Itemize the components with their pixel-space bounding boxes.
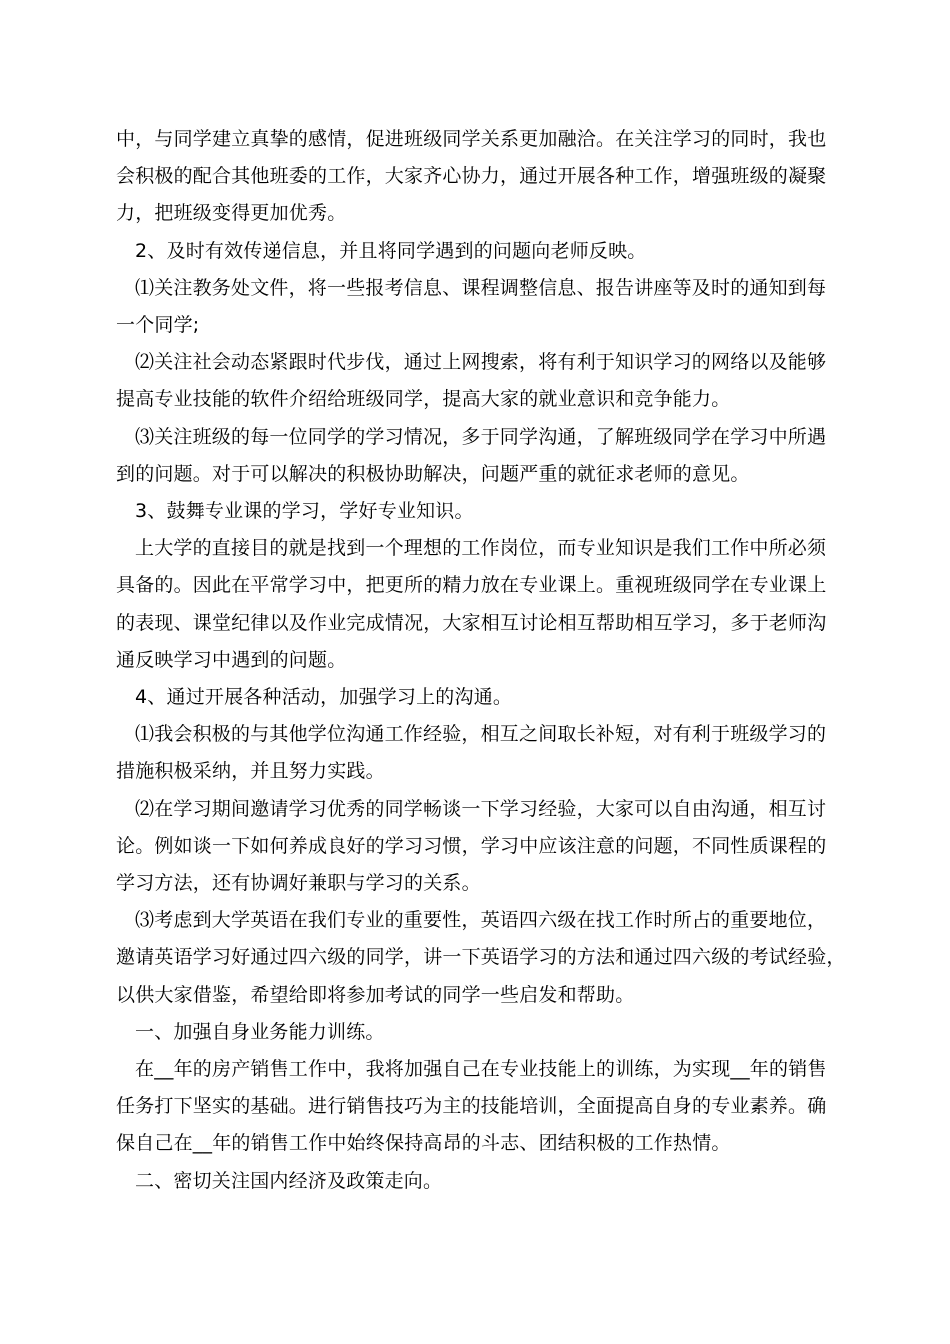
list-item-4-3 bbox=[116, 902, 846, 1014]
text-line: 二、密切关注国内经济及政策走向。 bbox=[135, 1169, 443, 1192]
text-line: 一个同学; bbox=[116, 314, 200, 337]
text-line: 以供大家借鉴，希望给即将参加考试的同学一些启发和帮助。 bbox=[116, 983, 635, 1006]
text-line: ⑵关注社会动态紧跟时代步伐，通过上网搜索，将有利于知识学习的网络以及能够 bbox=[135, 351, 827, 374]
text-line: 邀请英语学习好通过四六级的同学，讲一下英语学习的方法和通过四六级的考试经验， bbox=[116, 946, 846, 969]
section-heading-3 bbox=[116, 493, 836, 530]
text-line: 2、及时有效传递信息，并且将同学遇到的问题向老师反映。 bbox=[135, 239, 647, 262]
text-line: 的表现、课堂纪律以及作业完成情况，大家相互讨论相互帮助相互学习，多于老师沟 bbox=[116, 611, 827, 634]
section-heading-one bbox=[116, 1014, 836, 1051]
text-line: ⑶考虑到大学英语在我们专业的重要性，英语四六级在找工作时所占的重要地位， bbox=[135, 909, 827, 932]
text-line: ⑴关注教务处文件，将一些报考信息、课程调整信息、报告讲座等及时的通知到每 bbox=[135, 276, 827, 299]
text-line: 通反映学习中遇到的问题。 bbox=[116, 648, 347, 671]
section-heading-two bbox=[116, 1163, 836, 1200]
list-item-4-1 bbox=[116, 716, 836, 790]
paragraph-one-body bbox=[116, 1051, 836, 1163]
list-item-2-2 bbox=[116, 344, 836, 418]
text-line: 中，与同学建立真挚的感情，促进班级同学关系更加融洽。在关注学习的同时，我也 bbox=[116, 128, 827, 150]
list-item-2-1 bbox=[116, 270, 836, 344]
text-line: 一、加强自身业务能力训练。 bbox=[135, 1020, 385, 1043]
text-line: ⑶关注班级的每一位同学的学习情况，多于同学沟通，了解班级同学在学习中所遇 bbox=[135, 425, 827, 448]
text-line: 学习方法，还有协调好兼职与学习的关系。 bbox=[116, 872, 481, 895]
text-line: 在__年的房产销售工作中，我将加强自己在专业技能上的训练，为实现__年的销售 bbox=[135, 1058, 827, 1081]
section-heading-2 bbox=[116, 233, 836, 270]
paragraph-3-body bbox=[116, 530, 836, 679]
text-line: 到的问题。对于可以解决的积极协助解决，问题严重的就征求老师的意见。 bbox=[116, 462, 750, 485]
list-item-4-2 bbox=[116, 791, 836, 903]
text-line: 4、通过开展各种活动，加强学习上的沟通。 bbox=[135, 686, 513, 709]
list-item-2-3 bbox=[116, 419, 836, 493]
paragraph-1 bbox=[116, 121, 836, 233]
text-line: 任务打下坚实的基础。进行销售技巧为主的技能培训，全面提高自身的专业素养。确 bbox=[116, 1095, 827, 1118]
text-line: ⑴我会积极的与其他学位沟通工作经验，相互之间取长补短，对有利于班级学习的 bbox=[135, 723, 827, 746]
document-body bbox=[116, 121, 846, 1200]
text-line: 措施积极采纳，并且努力实践。 bbox=[116, 760, 385, 783]
text-line: 3、鼓舞专业课的学习，学好专业知识。 bbox=[135, 500, 474, 523]
text-line: 提高专业技能的软件介绍给班级同学，提高大家的就业意识和竞争能力。 bbox=[116, 388, 731, 411]
text-line: 论。例如谈一下如何养成良好的学习习惯，学习中应该注意的问题，不同性质课程的 bbox=[116, 834, 827, 857]
text-line: 上大学的直接目的就是找到一个理想的工作岗位，而专业知识是我们工作中所必须 bbox=[135, 537, 827, 560]
text-line: 会积极的配合其他班委的工作，大家齐心协力，通过开展各种工作，增强班级的凝聚 bbox=[116, 165, 827, 188]
text-line: 具备的。因此在平常学习中，把更所的精力放在专业课上。重视班级同学在专业课上 bbox=[116, 574, 827, 597]
text-line: 保自己在__年的销售工作中始终保持高昂的斗志、团结积极的工作热情。 bbox=[116, 1132, 731, 1155]
section-heading-4 bbox=[116, 679, 836, 716]
text-line: 力，把班级变得更加优秀。 bbox=[116, 202, 347, 225]
text-line: ⑵在学习期间邀请学习优秀的同学畅谈一下学习经验，大家可以自由沟通，相互讨 bbox=[135, 797, 827, 820]
